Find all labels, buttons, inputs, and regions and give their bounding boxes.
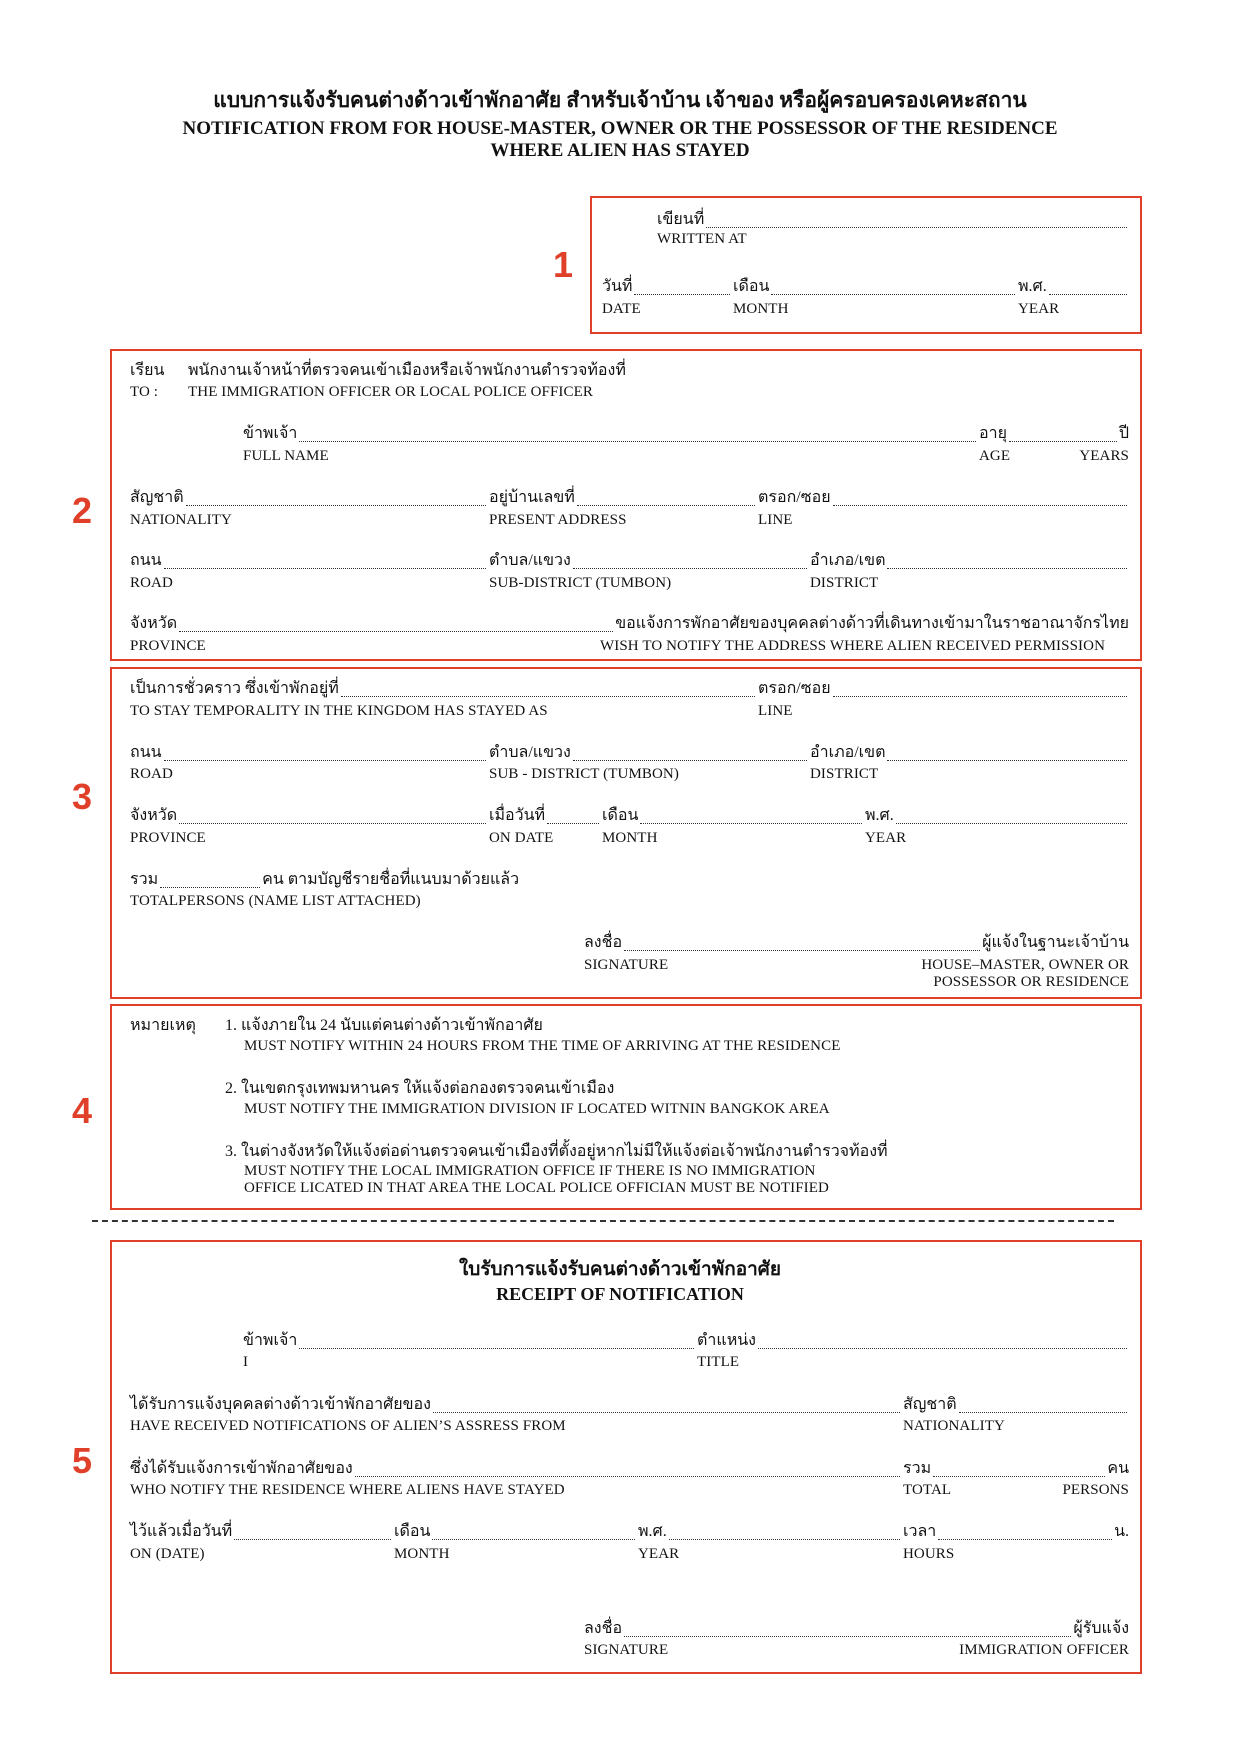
province-label: PROVINCE	[130, 638, 206, 654]
written-at-label: WRITTEN AT	[657, 231, 747, 247]
total-label-thai: รวม	[130, 871, 159, 888]
month-label: MONTH	[733, 301, 789, 317]
receipt-nationality-field[interactable]	[903, 1392, 1129, 1417]
signature-label: SIGNATURE	[584, 957, 669, 973]
form-title-thai: แบบการแจ้งรับคนต่างด้าวเข้าพักอาศัย สำหรับเจ้าบ้าน เจ้าของ หรือผู้ครอบครองเคหะสถาน	[213, 88, 1027, 112]
stay-province-field[interactable]	[130, 803, 488, 828]
district-field[interactable]	[810, 548, 1129, 573]
line-line[interactable]	[833, 504, 1127, 506]
stay-line-label: LINE	[758, 703, 793, 719]
full-name-field[interactable]	[243, 421, 978, 446]
note-1: MUST NOTIFY WITHIN 24 HOURS FROM THE TIME OF ARRIVING AT THE RESIDENCE	[244, 1038, 841, 1054]
nationality-label: NATIONALITY	[130, 512, 232, 528]
to-label: TO :	[130, 384, 159, 400]
section-number-5: 5	[72, 1440, 93, 1481]
present-address-label-thai: อยู่บ้านเลขที่	[489, 489, 575, 506]
age-line[interactable]	[1009, 440, 1117, 442]
stay-date-label: ON DATE	[489, 830, 554, 846]
district-label-thai: อำเภอ/เขต	[810, 552, 886, 569]
month-field[interactable]	[733, 274, 1017, 299]
total-persons-field[interactable]	[130, 867, 520, 892]
notify-statement-thai: ขอแจ้งการพักอาศัยของบุคคลต่างด้าวที่เดินทางเข้ามาในราชอาณาจักรไทย	[615, 615, 1129, 632]
stay-month-line[interactable]	[640, 822, 862, 824]
stay-month-field[interactable]	[602, 803, 864, 828]
remarks-label-thai: หมายเหตุ	[130, 1017, 196, 1034]
who-notify-label: WHO NOTIFY THE RESIDENCE WHERE ALIENS HAVE STAYED	[130, 1482, 565, 1498]
section-number-1: 1	[553, 244, 574, 285]
form-title-english-line2: WHERE ALIEN HAS STAYED	[490, 140, 750, 161]
receiver-name-label: I	[243, 1354, 249, 1370]
province-field[interactable]	[130, 611, 1129, 636]
stay-province-label: PROVINCE	[130, 830, 206, 846]
receipt-title-thai: ใบรับการแจ้งรับคนต่างด้าวเข้าพักอาศัย	[458, 1259, 782, 1280]
stay-subdistrict-field[interactable]	[489, 740, 809, 765]
stay-road-line[interactable]	[164, 759, 486, 761]
receiver-title-label: TITLE	[697, 1354, 740, 1370]
stay-address-line[interactable]	[341, 695, 755, 697]
receipt-time-label: HOURS	[903, 1546, 955, 1562]
receipt-nationality-label-thai: สัญชาติ	[903, 1396, 957, 1413]
total-persons-line[interactable]	[160, 886, 260, 888]
stay-subdistrict-line[interactable]	[573, 759, 807, 761]
stay-district-field[interactable]	[810, 740, 1129, 765]
age-label-thai: อายุ	[979, 425, 1007, 442]
cut-line	[92, 1220, 1114, 1222]
stay-subdistrict-label: SUB - DISTRICT (TUMBON)	[489, 766, 679, 782]
form-title-english-line1: NOTIFICATION FROM FOR HOUSE-MASTER, OWNER OR THE POSSESSOR OF THE RESIDENCE	[182, 118, 1058, 139]
present-address-field[interactable]	[489, 485, 757, 510]
received-from-field[interactable]	[130, 1392, 902, 1417]
stay-month-label: MONTH	[602, 830, 658, 846]
month-label-thai: เดือน	[733, 278, 770, 295]
receipt-time-line[interactable]	[938, 1538, 1112, 1540]
receipt-year-field[interactable]	[638, 1519, 902, 1544]
present-address-label: PRESENT ADDRESS	[489, 512, 627, 528]
full-name-label: FULL NAME	[243, 448, 329, 464]
years-label: YEARS	[1079, 448, 1129, 464]
stay-district-line[interactable]	[887, 759, 1127, 761]
stay-year-field[interactable]	[865, 803, 1129, 828]
written-at-label-thai: เขียนที่	[657, 211, 705, 228]
officer-role-label: IMMIGRATION OFFICER	[959, 1642, 1129, 1658]
years-label-thai: ปี	[1118, 425, 1129, 442]
note-3-thai: 3. ในต่างจังหวัดให้แจ้งต่อด่านตรวจคนเข้าเมืองที่ตั้งอยู่หากไม่มีให้แจ้งต่อเจ้าพนักงานตำรวจท้องที่	[225, 1143, 888, 1160]
stay-district-label: DISTRICT	[810, 766, 879, 782]
stay-label-thai: เป็นการชั่วคราว ซึ่งเข้าพักอยู่ที่	[130, 680, 339, 697]
district-label: DISTRICT	[810, 575, 879, 591]
received-from-line[interactable]	[433, 1411, 900, 1413]
stay-line-label-thai: ตรอก/ซอย	[758, 680, 831, 697]
stay-year-line[interactable]	[896, 822, 1127, 824]
month-line[interactable]	[771, 293, 1015, 295]
stay-label: TO STAY TEMPORALITY IN THE KINGDOM HAS STAYED AS	[130, 703, 548, 719]
persons-label-thai: คน	[1107, 1460, 1129, 1477]
stay-district-label-thai: อำเภอ/เขต	[810, 744, 886, 761]
received-from-label-thai: ได้รับการแจ้งบุคคลต่างด้าวเข้าพักอาศัยของ	[130, 1396, 431, 1413]
officer-signature-label-thai: ลงชื่อ	[584, 1620, 623, 1637]
note-2-thai: 2. ในเขตกรุงเทพมหานคร ให้แจ้งต่อกองตรวจคนเข้าเมือง	[225, 1080, 615, 1097]
receipt-total-field[interactable]	[903, 1456, 1129, 1481]
age-field[interactable]	[979, 421, 1129, 446]
officer-signature-field[interactable]	[584, 1616, 1129, 1641]
stay-year-label: YEAR	[865, 830, 907, 846]
officer-signature-line[interactable]	[624, 1635, 1071, 1637]
receipt-nationality-label: NATIONALITY	[903, 1418, 1005, 1434]
subdistrict-label-thai: ตำบล/แขวง	[489, 552, 571, 569]
stay-month-label-thai: เดือน	[602, 807, 639, 824]
who-notify-field[interactable]	[130, 1456, 902, 1481]
stay-province-line[interactable]	[179, 822, 486, 824]
section-number-4: 4	[72, 1090, 93, 1131]
receipt-total-label-thai: รวม	[903, 1460, 932, 1477]
province-label-thai: จังหวัด	[130, 615, 178, 632]
year-label-thai: พ.ศ.	[1018, 278, 1047, 295]
notify-statement: WISH TO NOTIFY THE ADDRESS WHERE ALIEN RECEIVED PERMISSION	[600, 638, 1105, 654]
note-3-line2: OFFICE LICATED IN THAT AREA THE LOCAL POLICE OFFICIAN MUST BE NOTIFIED	[244, 1180, 829, 1196]
notifier-signature-field[interactable]	[584, 930, 1129, 955]
year-label: YEAR	[1018, 301, 1060, 317]
stay-date-label-thai: เมื่อวันที่	[489, 807, 546, 824]
age-label: AGE	[979, 448, 1011, 464]
line-label-thai: ตรอก/ซอย	[758, 489, 831, 506]
who-notify-label-thai: ซึ่งได้รับแจ้งการเข้าพักอาศัยของ	[130, 1460, 353, 1477]
note-1-thai: 1. แจ้งภายใน 24 นับแต่คนต่างด้าวเข้าพักอาศัย	[225, 1017, 543, 1034]
stay-date-field[interactable]	[489, 803, 601, 828]
receipt-month-field[interactable]	[394, 1519, 637, 1544]
receipt-month-label-thai: เดือน	[394, 1523, 431, 1540]
written-at-field[interactable]	[657, 207, 1129, 232]
receipt-year-label: YEAR	[638, 1546, 680, 1562]
note-2: MUST NOTIFY THE IMMIGRATION DIVISION IF LOCATED WITNIN BANGKOK AREA	[244, 1101, 830, 1117]
received-from-label: HAVE RECEIVED NOTIFICATIONS OF ALIEN’S ASSRESS FROM	[130, 1418, 566, 1434]
to-recipient-thai: พนักงานเจ้าหน้าที่ตรวจคนเข้าเมืองหรือเจ้าพนักงานตำรวจท้องที่	[188, 362, 626, 379]
receipt-title: RECEIPT OF NOTIFICATION	[496, 1284, 744, 1304]
receipt-month-label: MONTH	[394, 1546, 450, 1562]
receipt-year-line[interactable]	[669, 1538, 900, 1540]
year-field[interactable]	[1018, 274, 1129, 299]
receipt-date-field[interactable]	[130, 1519, 393, 1544]
notifier-role-thai: ผู้แจ้งในฐานะเจ้าบ้าน	[982, 934, 1129, 951]
subdistrict-label: SUB-DISTRICT (TUMBON)	[489, 575, 672, 591]
section-number-2: 2	[72, 490, 93, 531]
year-line[interactable]	[1049, 293, 1127, 295]
receiver-title-field[interactable]	[697, 1328, 1129, 1353]
nationality-label-thai: สัญชาติ	[130, 489, 184, 506]
notifier-role-line1: HOUSE–MASTER, OWNER OR	[921, 957, 1129, 973]
nationality-line[interactable]	[186, 504, 486, 506]
subdistrict-line[interactable]	[573, 567, 807, 569]
date-line[interactable]	[634, 293, 730, 295]
section-number-3: 3	[72, 776, 93, 817]
receipt-date-line[interactable]	[234, 1538, 391, 1540]
stay-road-field[interactable]	[130, 740, 488, 765]
receiver-title-label-thai: ตำแหน่ง	[697, 1332, 756, 1349]
date-label: DATE	[602, 301, 641, 317]
receipt-date-label-thai: ไว้แล้วเมื่อวันที่	[130, 1523, 233, 1540]
stay-year-label-thai: พ.ศ.	[865, 807, 894, 824]
persons-label: PERSONS	[1062, 1482, 1129, 1498]
receipt-year-label-thai: พ.ศ.	[638, 1523, 667, 1540]
signature-label-thai: ลงชื่อ	[584, 934, 623, 951]
line-label: LINE	[758, 512, 793, 528]
road-line[interactable]	[164, 567, 486, 569]
receipt-total-label: TOTAL	[903, 1482, 952, 1498]
written-at-line[interactable]	[706, 226, 1127, 228]
present-address-line[interactable]	[577, 504, 755, 506]
full-name-line[interactable]	[299, 440, 976, 442]
stay-line-line[interactable]	[833, 695, 1127, 697]
nationality-field[interactable]	[130, 485, 488, 510]
to-label-thai: เรียน	[130, 362, 165, 379]
receipt-date-label: ON (DATE)	[130, 1546, 205, 1562]
time-unit-thai: น.	[1114, 1523, 1129, 1540]
subdistrict-field[interactable]	[489, 548, 809, 573]
stay-road-label-thai: ถนน	[130, 744, 162, 761]
date-label-thai: วันที่	[602, 278, 633, 295]
receiver-name-label-thai: ข้าพเจ้า	[243, 1332, 298, 1349]
stay-subdistrict-label-thai: ตำบล/แขวง	[489, 744, 571, 761]
province-line[interactable]	[179, 630, 613, 632]
who-notify-line[interactable]	[355, 1475, 900, 1477]
road-label: ROAD	[130, 575, 173, 591]
receipt-time-label-thai: เวลา	[903, 1523, 937, 1540]
stay-road-label: ROAD	[130, 766, 173, 782]
receiver-name-field[interactable]	[243, 1328, 696, 1353]
stay-line-field[interactable]	[758, 676, 1129, 701]
full-name-label-thai: ข้าพเจ้า	[243, 425, 298, 442]
total-suffix-thai: คน ตามบัญชีรายชื่อที่แนบมาด้วยแล้ว	[262, 871, 520, 888]
receipt-time-field[interactable]	[903, 1519, 1129, 1544]
to-recipient: THE IMMIGRATION OFFICER OR LOCAL POLICE OFFICER	[188, 384, 593, 400]
line-field[interactable]	[758, 485, 1129, 510]
notifier-signature-line[interactable]	[624, 949, 980, 951]
stay-province-label-thai: จังหวัด	[130, 807, 178, 824]
receiver-title-line[interactable]	[758, 1347, 1127, 1349]
notifier-role-line2: POSSESSOR OR RESIDENCE	[933, 974, 1129, 990]
note-3-line1: MUST NOTIFY THE LOCAL IMMIGRATION OFFICE IF THERE IS NO IMMIGRATION	[244, 1163, 816, 1179]
receipt-total-line[interactable]	[933, 1475, 1105, 1477]
district-line[interactable]	[887, 567, 1127, 569]
date-field[interactable]	[602, 274, 732, 299]
officer-signature-label: SIGNATURE	[584, 1642, 669, 1658]
receipt-month-line[interactable]	[432, 1538, 635, 1540]
receiver-name-line[interactable]	[299, 1347, 694, 1349]
total-persons-label: TOTALPERSONS (NAME LIST ATTACHED)	[130, 893, 421, 909]
receipt-nationality-line[interactable]	[959, 1411, 1127, 1413]
stay-date-line[interactable]	[547, 822, 599, 824]
officer-role-thai: ผู้รับแจ้ง	[1073, 1620, 1129, 1637]
road-label-thai: ถนน	[130, 552, 162, 569]
stay-address-field[interactable]	[130, 676, 757, 701]
road-field[interactable]	[130, 548, 488, 573]
